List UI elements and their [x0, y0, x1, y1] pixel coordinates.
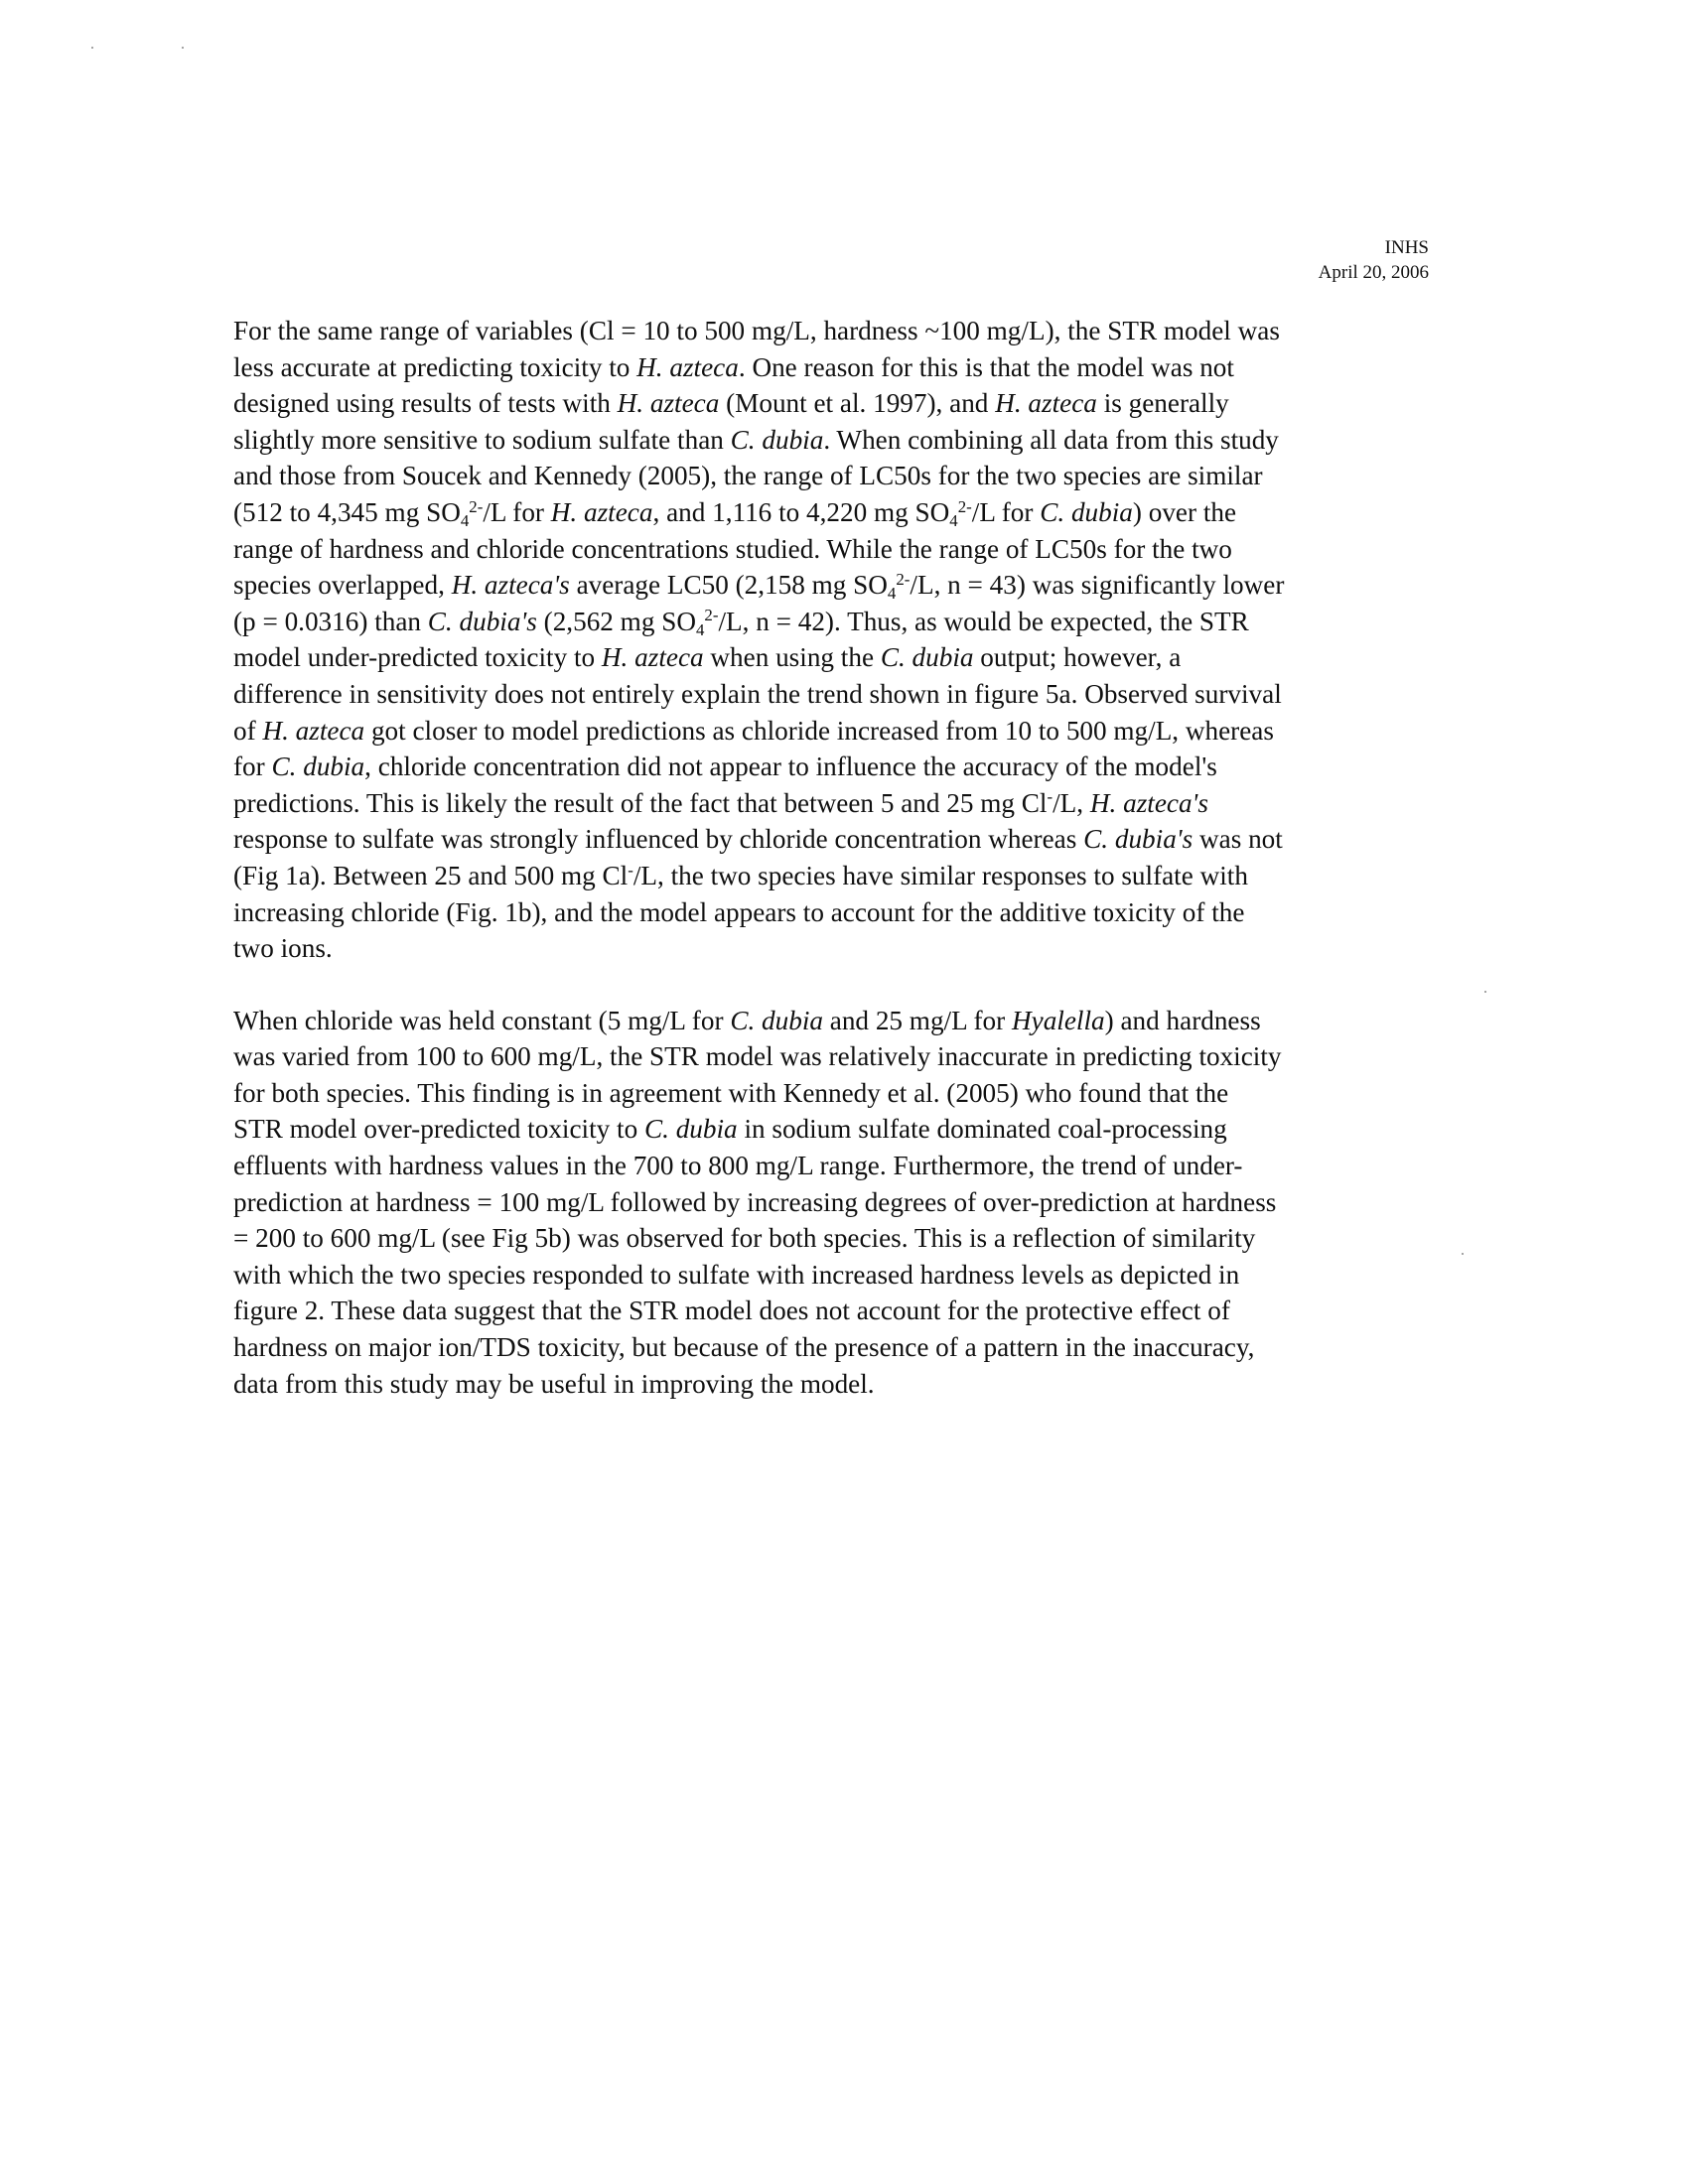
scan-speck: [182, 47, 184, 49]
text-line: for both species. This finding is in agreement with Kennedy et al. (2005) who found that the: [233, 1077, 1229, 1108]
text-line: of H. azteca got closer to model predictions as chloride increased from 10 to 500 mg/L, whereas: [233, 715, 1274, 746]
paragraph-2: [233, 1003, 1435, 1403]
text-line: data from this study may be useful in improving the model.: [233, 1368, 875, 1399]
text-line: designed using results of tests with H. azteca (Mount et al. 1997), and H. azteca is generally: [233, 388, 1229, 419]
text-line: effluents with hardness values in the 700 to 800 mg/L range. Furthermore, the trend of under-: [233, 1151, 1243, 1181]
scan-speck: [1484, 991, 1486, 993]
page-header: [1319, 235, 1429, 285]
text-line: figure 2. These data suggest that the STR model does not account for the protective effect of: [233, 1296, 1230, 1326]
text-line: slightly more sensitive to sodium sulfate than C. dubia. When combining all data from this study: [233, 424, 1279, 455]
text-line: = 200 to 600 mg/L (see Fig 5b) was observed for both species. This is a reflection of similarity: [233, 1223, 1256, 1254]
text-line: model under-predicted toxicity to H. azteca when using the C. dubia output; however, a: [233, 642, 1182, 673]
text-line: (512 to 4,345 mg $SO_4^{2-}/L$ for H. azteca, and 1,116 to 4,220 mg $SO_4^{2-}/L$ for C. dubia) over the: [233, 496, 1237, 531]
text-line: species overlapped, H. azteca's average LC50 (2,158 mg $SO_4^{2-}/L$, n = 43) was significantly lower: [233, 569, 1285, 604]
text-line: with which the two species responded to sulfate with increased hardness levels as depicted in: [233, 1259, 1240, 1290]
text-line: For the same range of variables (Cl = 10 to 500 mg/L, hardness ~100 mg/L), the STR model was: [233, 316, 1280, 345]
text-line: was varied from 100 to 600 mg/L, the STR model was relatively inaccurate in predicting toxicity: [233, 1041, 1282, 1072]
header-date: April 20, 2006: [1318, 262, 1429, 283]
text-line: prediction at hardness = 100 mg/L followed by increasing degrees of over-prediction at hardness: [233, 1186, 1277, 1217]
text-line: range of hardness and chloride concentrations studied. While the range of LC50s for the two: [233, 533, 1232, 564]
text-line: hardness on major ion/TDS toxicity, but because of the presence of a pattern in the inaccuracy,: [233, 1332, 1255, 1363]
text-line: two ions.: [233, 933, 333, 964]
text-line: STR model over-predicted toxicity to C. dubia in sodium sulfate dominated coal-processing: [233, 1114, 1227, 1145]
text-line: (p = 0.0316) than C. dubia's (2,562 mg $SO_4^{2-}/L$, n = 42). Thus, as would be expected, the STR: [233, 606, 1249, 639]
text-line: When chloride was held constant (5 mg/L for C. dubia and 25 mg/L for Hyalella) and hardness: [233, 1005, 1261, 1035]
paragraph-1: [233, 313, 1435, 967]
text-line: for C. dubia, chloride concentration did not appear to influence the accuracy of the model's: [233, 751, 1217, 782]
text-line: (Fig 1a). Between 25 and 500 mg Cl-/L, the two species have similar responses to sulfate with: [233, 860, 1248, 890]
text-line: predictions. This is likely the result of the fact that between 5 and 25 mg Cl-/L, H. azteca's: [233, 787, 1208, 818]
text-line: and those from Soucek and Kennedy (2005), the range of LC50s for the two species are similar: [233, 461, 1263, 491]
scan-speck: [1462, 1253, 1464, 1255]
header-org: INHS: [1384, 237, 1429, 258]
text-line: response to sulfate was strongly influenced by chloride concentration whereas C. dubia's was not: [233, 824, 1283, 855]
text-line: increasing chloride (Fig. 1b), and the model appears to account for the additive toxicity of the: [233, 896, 1245, 927]
document-body: [233, 313, 1435, 1402]
text-line: difference in sensitivity does not entirely explain the trend shown in figure 5a. Observed survival: [233, 678, 1282, 709]
text-line: less accurate at predicting toxicity to H. azteca. One reason for this is that the model was not: [233, 351, 1234, 382]
scan-speck: [91, 47, 93, 49]
